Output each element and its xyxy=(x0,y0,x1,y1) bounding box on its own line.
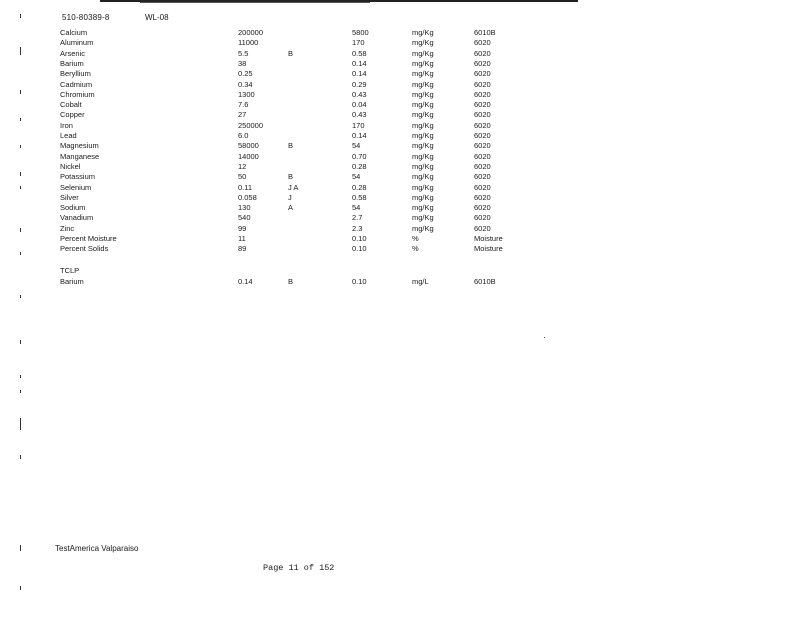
table-row xyxy=(0,203,560,213)
result-value: 11 xyxy=(238,234,246,243)
unit: mg/Kg xyxy=(412,182,434,192)
result-value: 0.11 xyxy=(238,182,253,192)
analyte-name: Barium xyxy=(60,277,84,286)
analyte-name: Silver xyxy=(60,192,79,202)
unit: mg/Kg xyxy=(412,192,434,202)
qualifier: B xyxy=(288,141,294,151)
result-value: 11000 xyxy=(238,38,259,48)
method: 6020 xyxy=(474,151,491,161)
method: Moisture xyxy=(474,234,503,243)
result-value: 0.14 xyxy=(238,277,253,286)
analyte-name: Cobalt xyxy=(60,100,82,110)
table-row xyxy=(0,80,560,90)
margin-mark xyxy=(20,47,21,55)
result-value: 58000 xyxy=(238,141,259,151)
margin-mark xyxy=(20,295,21,298)
unit: % xyxy=(412,234,419,243)
method: 6020 xyxy=(474,79,491,89)
unit: mg/Kg xyxy=(412,131,434,140)
margin-mark xyxy=(20,14,21,18)
reporting-limit: 0.14 xyxy=(352,69,367,79)
table-row xyxy=(0,152,560,162)
analyte-name: Iron xyxy=(60,120,73,130)
result-value: 5.5 xyxy=(238,48,249,58)
margin-mark xyxy=(20,390,21,393)
table-row xyxy=(0,224,560,234)
unit: mg/Kg xyxy=(412,100,434,110)
table-row xyxy=(0,59,560,69)
margin-mark xyxy=(20,90,21,94)
result-value: 50 xyxy=(238,172,247,182)
analyte-name: Manganese xyxy=(60,151,100,161)
result-value: 89 xyxy=(238,244,247,254)
method: 6020 xyxy=(474,161,491,171)
method: 6010B xyxy=(474,277,496,286)
reporting-limit: 170 xyxy=(352,38,365,48)
margin-mark xyxy=(20,418,21,430)
unit: mg/Kg xyxy=(412,120,434,130)
table-row xyxy=(0,38,560,48)
unit: mg/Kg xyxy=(412,79,434,89)
unit: mg/Kg xyxy=(412,141,434,151)
result-value: 38 xyxy=(238,58,247,68)
sample-location: WL-08 xyxy=(145,13,169,22)
margin-mark xyxy=(20,228,21,232)
method: 6020 xyxy=(474,223,491,233)
method: 6020 xyxy=(474,89,491,99)
method: 6020 xyxy=(474,172,491,182)
analyte-name: Percent Solids xyxy=(60,244,109,254)
analyte-name: Zinc xyxy=(60,223,75,233)
reporting-limit: 0.58 xyxy=(352,192,367,202)
reporting-limit: 0.28 xyxy=(352,161,367,171)
method: 6020 xyxy=(474,100,491,110)
method: 6020 xyxy=(474,203,491,213)
tclp-row xyxy=(0,277,560,287)
method: 6020 xyxy=(474,48,491,58)
method: 6020 xyxy=(474,141,491,151)
margin-mark xyxy=(20,340,21,344)
result-value: 540 xyxy=(238,213,251,223)
margin-mark xyxy=(20,545,21,551)
reporting-limit: 0.70 xyxy=(352,151,367,161)
table-row xyxy=(0,110,560,120)
unit: mg/L xyxy=(412,277,429,286)
reporting-limit: 0.43 xyxy=(352,110,367,120)
unit: mg/Kg xyxy=(412,38,434,48)
analyte-name: Chromium xyxy=(60,89,95,99)
analyte-name: Cadmium xyxy=(60,79,93,89)
reporting-limit: 54 xyxy=(352,203,361,213)
table-row xyxy=(0,234,560,244)
margin-mark xyxy=(20,252,21,255)
analyte-name: Beryllium xyxy=(60,69,91,79)
result-value: 0.25 xyxy=(238,69,253,79)
unit: mg/Kg xyxy=(412,110,434,120)
analyte-name: Nickel xyxy=(60,161,81,171)
reporting-limit: 5800 xyxy=(352,28,369,37)
unit: mg/Kg xyxy=(412,48,434,58)
margin-mark xyxy=(20,118,21,121)
table-row xyxy=(0,183,560,193)
result-value: 1300 xyxy=(238,89,255,99)
result-value: 12 xyxy=(238,161,247,171)
reporting-limit: 54 xyxy=(352,141,361,151)
margin-mark xyxy=(20,186,21,189)
footer-lab-name: TestAmerica Valparaiso xyxy=(55,544,139,553)
table-row xyxy=(0,213,560,223)
reporting-limit: 0.10 xyxy=(352,234,367,243)
result-value: 99 xyxy=(238,223,247,233)
method: 6020 xyxy=(474,38,491,48)
analyte-name: Copper xyxy=(60,110,85,120)
result-value: 250000 xyxy=(238,120,264,130)
table-row xyxy=(0,141,560,151)
analyte-name: Selenium xyxy=(60,182,92,192)
unit: % xyxy=(412,244,419,254)
method: 6020 xyxy=(474,69,491,79)
method: 6020 xyxy=(474,182,491,192)
result-value: 0.058 xyxy=(238,192,257,202)
analyte-name: Aluminum xyxy=(60,38,94,48)
analyte-name: Percent Moisture xyxy=(60,234,117,243)
analyte-name: Magnesium xyxy=(60,141,99,151)
scan-speck xyxy=(544,337,545,338)
result-value: 200000 xyxy=(238,28,264,37)
method: 6020 xyxy=(474,110,491,120)
table-row xyxy=(0,28,560,38)
analyte-name: Barium xyxy=(60,58,84,68)
qualifier: J A xyxy=(288,182,299,192)
table-row xyxy=(0,162,560,172)
top-rule-secondary xyxy=(140,2,370,3)
method: 6020 xyxy=(474,131,491,140)
margin-mark xyxy=(20,375,21,378)
margin-mark xyxy=(20,586,21,590)
table-row xyxy=(0,131,560,141)
reporting-limit: 0.14 xyxy=(352,131,367,140)
unit: mg/Kg xyxy=(412,151,434,161)
sample-id: 510-80389-8 xyxy=(62,13,110,22)
unit: mg/Kg xyxy=(412,89,434,99)
qualifier: B xyxy=(288,48,294,58)
method: 6020 xyxy=(474,213,491,223)
table-row xyxy=(0,49,560,59)
reporting-limit: 0.14 xyxy=(352,58,367,68)
reporting-limit: 0.10 xyxy=(352,277,367,286)
footer-page-number: Page 11 of 152 xyxy=(263,563,335,573)
unit: mg/Kg xyxy=(412,223,434,233)
method: 6010B xyxy=(474,28,496,37)
unit: mg/Kg xyxy=(412,172,434,182)
result-value: 7.6 xyxy=(238,100,249,110)
analyte-name: Arsenic xyxy=(60,48,86,58)
qualifier: B xyxy=(288,277,294,286)
result-value: 0.34 xyxy=(238,79,253,89)
reporting-limit: 0.04 xyxy=(352,100,367,110)
qualifier: A xyxy=(288,203,294,213)
result-value: 27 xyxy=(238,110,247,120)
analyte-name: Calcium xyxy=(60,28,88,37)
method: 6020 xyxy=(474,192,491,202)
reporting-limit: 2.3 xyxy=(352,223,363,233)
margin-mark xyxy=(20,145,21,148)
reporting-limit: 0.43 xyxy=(352,89,367,99)
table-row xyxy=(0,90,560,100)
reporting-limit: 0.10 xyxy=(352,244,367,254)
method: 6020 xyxy=(474,120,491,130)
method: Moisture xyxy=(474,244,503,254)
margin-mark xyxy=(20,172,21,176)
unit: mg/Kg xyxy=(412,58,434,68)
reporting-limit: 2.7 xyxy=(352,213,363,223)
reporting-limit: 0.58 xyxy=(352,48,367,58)
tclp-section-label: TCLP xyxy=(60,266,80,275)
unit: mg/Kg xyxy=(412,161,434,171)
analyte-name: Sodium xyxy=(60,203,86,213)
margin-mark xyxy=(20,455,21,459)
reporting-limit: 54 xyxy=(352,172,361,182)
unit: mg/Kg xyxy=(412,203,434,213)
table-row xyxy=(0,69,560,79)
unit: mg/Kg xyxy=(412,69,434,79)
reporting-limit: 0.28 xyxy=(352,182,367,192)
analyte-name: Lead xyxy=(60,131,77,140)
unit: mg/Kg xyxy=(412,213,434,223)
reporting-limit: 170 xyxy=(352,120,365,130)
qualifier: J xyxy=(288,192,292,202)
qualifier: B xyxy=(288,172,294,182)
analyte-name: Potassium xyxy=(60,172,96,182)
table-row xyxy=(0,193,560,203)
table-row xyxy=(0,100,560,110)
result-value: 130 xyxy=(238,203,251,213)
analyte-name: Vanadium xyxy=(60,213,94,223)
table-row xyxy=(0,172,560,182)
unit: mg/Kg xyxy=(412,28,434,37)
result-value: 14000 xyxy=(238,151,259,161)
table-row xyxy=(0,121,560,131)
result-value: 6.0 xyxy=(238,131,249,140)
reporting-limit: 0.29 xyxy=(352,79,367,89)
table-row xyxy=(0,244,560,254)
method: 6020 xyxy=(474,58,491,68)
